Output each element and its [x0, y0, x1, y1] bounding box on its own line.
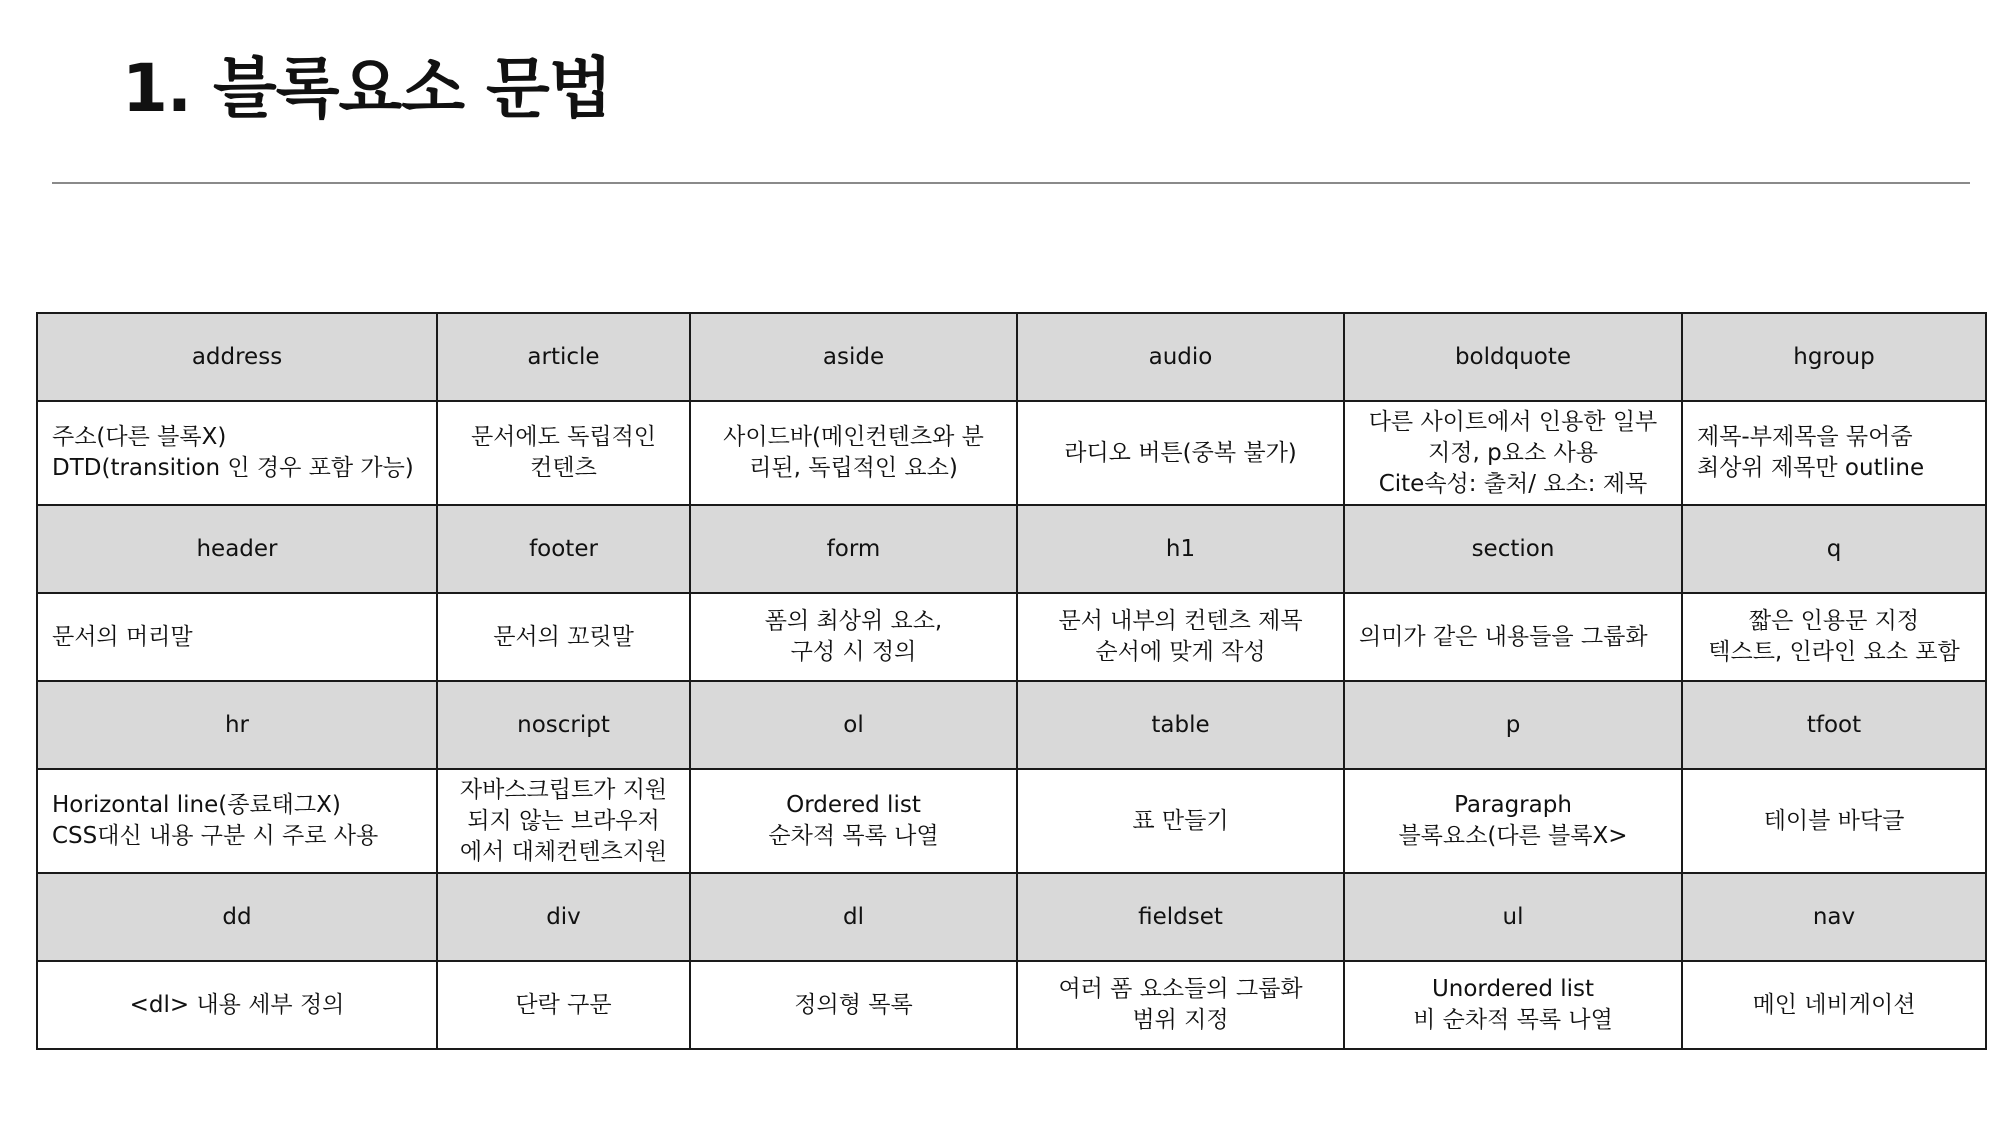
element-name-cell: form	[690, 505, 1017, 593]
element-description-cell	[37, 593, 437, 681]
description-line: CSS대신 내용 구분 시 주로 사용	[52, 823, 379, 849]
element-name-cell: section	[1344, 505, 1682, 593]
description-line: 다른 사이트에서 인용한 일부	[1368, 408, 1658, 435]
description-line: 테이블 바닥글	[1763, 807, 1905, 834]
description-line: 범위 지정	[1132, 1007, 1229, 1033]
element-description-cell	[1017, 961, 1344, 1049]
description-line: 단락 구문	[515, 991, 612, 1018]
element-name-cell: boldquote	[1344, 313, 1682, 401]
element-description-cell	[1344, 593, 1682, 681]
element-description-cell	[37, 769, 437, 873]
description-line: 폼의 최상위 요소,	[764, 608, 943, 634]
description-line: 문서의 머리말	[52, 623, 193, 650]
element-description-cell	[1017, 401, 1344, 505]
element-description-cell	[1344, 401, 1682, 505]
description-line: Unordered list	[1431, 976, 1595, 1002]
table-description-row	[37, 593, 1986, 681]
element-description-cell	[1682, 401, 1986, 505]
table-description-row	[37, 769, 1986, 873]
description-line: 구성 시 정의	[790, 639, 917, 665]
block-elements-table	[36, 312, 1987, 1050]
description-line: 에서 대체컨텐츠지원	[459, 838, 668, 865]
description-line: Paragraph	[1454, 792, 1572, 818]
description-line: 제목-부제목을 묶어줌	[1697, 424, 1913, 450]
table-header-row	[37, 873, 1986, 961]
element-name-cell: hr	[37, 681, 437, 769]
element-description-cell	[690, 961, 1017, 1049]
element-description-cell	[1344, 769, 1682, 873]
description-line: 짧은 인용문 지정	[1748, 608, 1920, 634]
description-line: 문서의 꼬릿말	[493, 623, 634, 650]
element-name-cell: hgroup	[1682, 313, 1986, 401]
element-description-cell	[1344, 961, 1682, 1049]
description-line: 순서에 맞게 작성	[1095, 639, 1266, 665]
table-header-row	[37, 313, 1986, 401]
element-name-cell: div	[437, 873, 690, 961]
element-name-cell: audio	[1017, 313, 1344, 401]
description-line: Cite속성: 출처/ 요소: 제목	[1378, 470, 1648, 497]
element-description-cell	[1682, 593, 1986, 681]
table-header-row	[37, 505, 1986, 593]
description-line: 메인 네비게이션	[1752, 991, 1916, 1018]
description-line: 문서에도 독립적인	[470, 424, 657, 450]
element-description-cell	[437, 401, 690, 505]
element-name-cell: ul	[1344, 873, 1682, 961]
description-line: 블록요소(다른 블록X>	[1398, 823, 1628, 849]
description-line: 사이드바(메인컨텐츠와 분	[723, 424, 984, 450]
element-name-cell: fieldset	[1017, 873, 1344, 961]
element-name-cell: footer	[437, 505, 690, 593]
description-line: 정의형 목록	[794, 991, 913, 1018]
title-divider	[52, 182, 1970, 184]
description-line: 텍스트, 인라인 요소 포함	[1708, 639, 1960, 665]
description-line: <dl> 내용 세부 정의	[129, 991, 345, 1018]
table-description-row	[37, 401, 1986, 505]
element-name-cell: ol	[690, 681, 1017, 769]
element-name-cell: dd	[37, 873, 437, 961]
description-line: 리된, 독립적인 요소)	[749, 455, 958, 481]
description-line: Ordered list	[786, 792, 921, 818]
element-name-cell: aside	[690, 313, 1017, 401]
description-line: 의미가 같은 내용들을 그룹화	[1359, 623, 1648, 650]
element-name-cell: h1	[1017, 505, 1344, 593]
element-name-cell: tfoot	[1682, 681, 1986, 769]
element-description-cell	[690, 401, 1017, 505]
page-title: 1. 블록요소 문법	[122, 50, 612, 127]
description-line: 되지 않는 브라우저	[467, 807, 660, 834]
description-line: 비 순차적 목록 나열	[1413, 1007, 1613, 1033]
description-line: 자바스크립트가 지원	[459, 776, 668, 803]
element-description-cell	[1682, 769, 1986, 873]
description-line: 최상위 제목만 outline	[1697, 455, 1925, 481]
description-line: Horizontal line(종료태그X)	[52, 792, 341, 818]
element-name-cell: article	[437, 313, 690, 401]
element-name-cell: header	[37, 505, 437, 593]
element-description-cell	[437, 961, 690, 1049]
element-description-cell	[1017, 593, 1344, 681]
description-line: 순차적 목록 나열	[768, 823, 939, 849]
element-name-cell: dl	[690, 873, 1017, 961]
element-name-cell: nav	[1682, 873, 1986, 961]
element-description-cell	[437, 593, 690, 681]
element-description-cell	[437, 769, 690, 873]
element-name-cell: p	[1344, 681, 1682, 769]
description-line: 문서 내부의 컨텐츠 제목	[1058, 608, 1303, 634]
description-line: 컨텐츠	[530, 455, 597, 481]
element-description-cell	[690, 769, 1017, 873]
element-description-cell	[37, 961, 437, 1049]
description-line: DTD(transition 인 경우 포함 가능)	[52, 455, 414, 481]
table-header-row	[37, 681, 1986, 769]
element-description-cell	[37, 401, 437, 505]
element-description-cell	[1017, 769, 1344, 873]
table-description-row	[37, 961, 1986, 1049]
description-line: 라디오 버튼(중복 불가)	[1064, 439, 1297, 466]
element-name-cell: address	[37, 313, 437, 401]
description-line: 표 만들기	[1132, 807, 1229, 834]
element-name-cell: table	[1017, 681, 1344, 769]
description-line: 지정, p요소 사용	[1428, 439, 1598, 466]
element-name-cell: q	[1682, 505, 1986, 593]
element-description-cell	[690, 593, 1017, 681]
element-description-cell	[1682, 961, 1986, 1049]
element-name-cell: noscript	[437, 681, 690, 769]
description-line: 주소(다른 블록X)	[52, 424, 227, 450]
description-line: 여러 폼 요소들의 그룹화	[1058, 976, 1303, 1002]
